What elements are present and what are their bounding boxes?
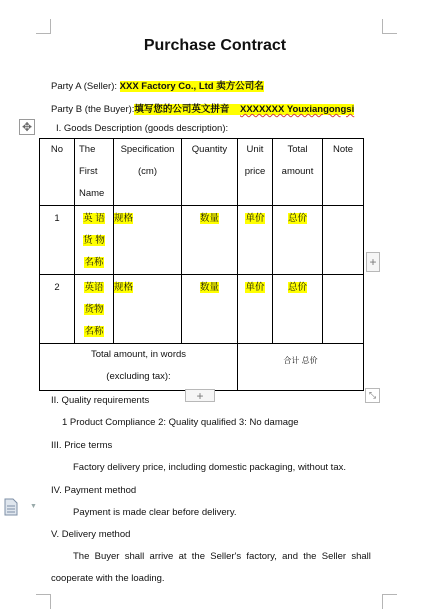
row-1-spec-value: 规格 — [114, 213, 134, 224]
total-label-cell — [40, 344, 238, 391]
section-5-body-line-1: The Buyer shall arrive at the Seller's factory, and the Seller shall — [73, 551, 371, 562]
row-1-note — [323, 206, 364, 275]
row-2-name — [75, 275, 114, 344]
row-1-spec — [114, 206, 182, 275]
header-spec-line-1: Specification — [120, 144, 175, 155]
header-name — [75, 139, 114, 206]
header-no — [40, 139, 75, 206]
row-2-spec-value: 规格 — [114, 282, 134, 293]
header-note-label: Note — [332, 144, 354, 155]
header-total-line-1: Total — [287, 144, 308, 155]
header-unit-price — [238, 139, 273, 206]
resize-icon: ⤡ — [368, 390, 377, 400]
header-total-line-2: amount — [281, 166, 314, 177]
header-name-line-2: First — [79, 166, 98, 177]
section-3-heading: III. Price terms — [51, 440, 113, 451]
total-label-line-1: Total amount, in words — [90, 349, 187, 360]
crop-mark-bottom-right — [382, 594, 397, 609]
plus-icon: + — [196, 388, 204, 403]
section-2-heading: II. Quality requirements — [51, 395, 150, 406]
header-unit-line-1: Unit — [246, 144, 264, 155]
party-b-value-cn: 填写您的公司英文拼音 — [134, 104, 230, 115]
crop-mark-top-right — [382, 19, 397, 34]
header-no-label: No — [50, 144, 64, 155]
document-title: Purchase Contract — [143, 37, 287, 54]
table-row — [40, 206, 364, 275]
chevron-down-icon[interactable]: ▼ — [30, 503, 37, 510]
section-4-body: Payment is made clear before delivery. — [73, 507, 237, 518]
row-1-unit-price-value: 单价 — [245, 213, 265, 224]
row-2-total-value: 总价 — [287, 282, 307, 293]
party-b-label: Party B (the Buyer): — [51, 104, 135, 115]
header-quantity-label: Quantity — [191, 144, 228, 155]
header-total-amount — [273, 139, 323, 206]
row-2-quantity — [182, 275, 238, 344]
header-name-line-3: Name — [79, 188, 105, 199]
row-2-total — [273, 275, 323, 344]
table-total-row — [40, 344, 364, 391]
row-1-quantity-value: 数量 — [199, 213, 219, 224]
party-a-line — [51, 78, 264, 92]
party-a-value: XXX Factory Co., Ltd 卖方公司名 — [119, 81, 264, 92]
row-1-name-line-1: 英 语 — [83, 213, 105, 224]
row-2-name-line-1: 英语 — [84, 282, 104, 293]
total-value: 合计 总价 — [283, 356, 318, 365]
total-value-cell — [238, 344, 364, 391]
row-1-total-value: 总价 — [287, 213, 307, 224]
table-row — [40, 275, 364, 344]
row-1-name — [75, 206, 114, 275]
header-note — [323, 139, 364, 206]
row-2-name-line-3: 名称 — [84, 326, 104, 337]
row-1-no: 1 — [40, 206, 75, 275]
row-1-total — [273, 206, 323, 275]
row-2-no: 2 — [40, 275, 75, 344]
section-1-heading: I. Goods Description (goods description): — [56, 123, 229, 134]
header-spec — [114, 139, 182, 206]
crop-mark-top-left — [36, 19, 51, 34]
section-5-body-line-2: cooperate with the loading. — [51, 573, 165, 584]
plus-icon: + — [369, 255, 377, 269]
row-2-note — [323, 275, 364, 344]
section-3-body: Factory delivery price, including domestic packaging, without tax. — [73, 462, 346, 473]
row-1-unit-price — [238, 206, 273, 275]
header-quantity — [182, 139, 238, 206]
row-2-unit-price-value: 单价 — [245, 282, 265, 293]
add-row-button[interactable] — [185, 389, 215, 402]
row-2-spec — [114, 275, 182, 344]
section-5-heading: V. Delivery method — [51, 529, 131, 540]
party-b-line — [51, 101, 354, 115]
table-header-row — [40, 139, 364, 206]
row-2-quantity-value: 数量 — [199, 282, 219, 293]
crop-mark-bottom-left — [36, 594, 51, 609]
row-2-name-line-2: 货物 — [84, 304, 104, 315]
header-unit-line-2: price — [244, 166, 266, 177]
table-move-handle[interactable] — [19, 119, 35, 135]
row-2-unit-price — [238, 275, 273, 344]
section-4-heading: IV. Payment method — [51, 485, 137, 496]
row-1-name-line-3: 名称 — [84, 257, 104, 268]
row-1-name-line-2: 货 物 — [83, 235, 105, 246]
section-2-body: 1 Product Compliance 2: Quality qualified 3: No damage — [62, 417, 299, 428]
party-b-gap — [229, 104, 240, 115]
header-name-line-1: The — [79, 144, 96, 155]
party-a-label: Party A (Seller): — [51, 81, 120, 92]
table-resize-handle[interactable] — [365, 388, 380, 403]
header-spec-line-2: (cm) — [138, 166, 157, 177]
total-label-line-2: (excluding tax): — [106, 371, 171, 382]
goods-table — [39, 138, 364, 391]
row-1-quantity — [182, 206, 238, 275]
add-column-button[interactable] — [366, 252, 380, 272]
document-icon[interactable] — [4, 498, 18, 516]
party-b-value-en: XXXXXXX Youxiangongsi — [240, 104, 355, 115]
document-icon-graphic — [4, 498, 18, 516]
move-icon: ✥ — [21, 120, 33, 134]
